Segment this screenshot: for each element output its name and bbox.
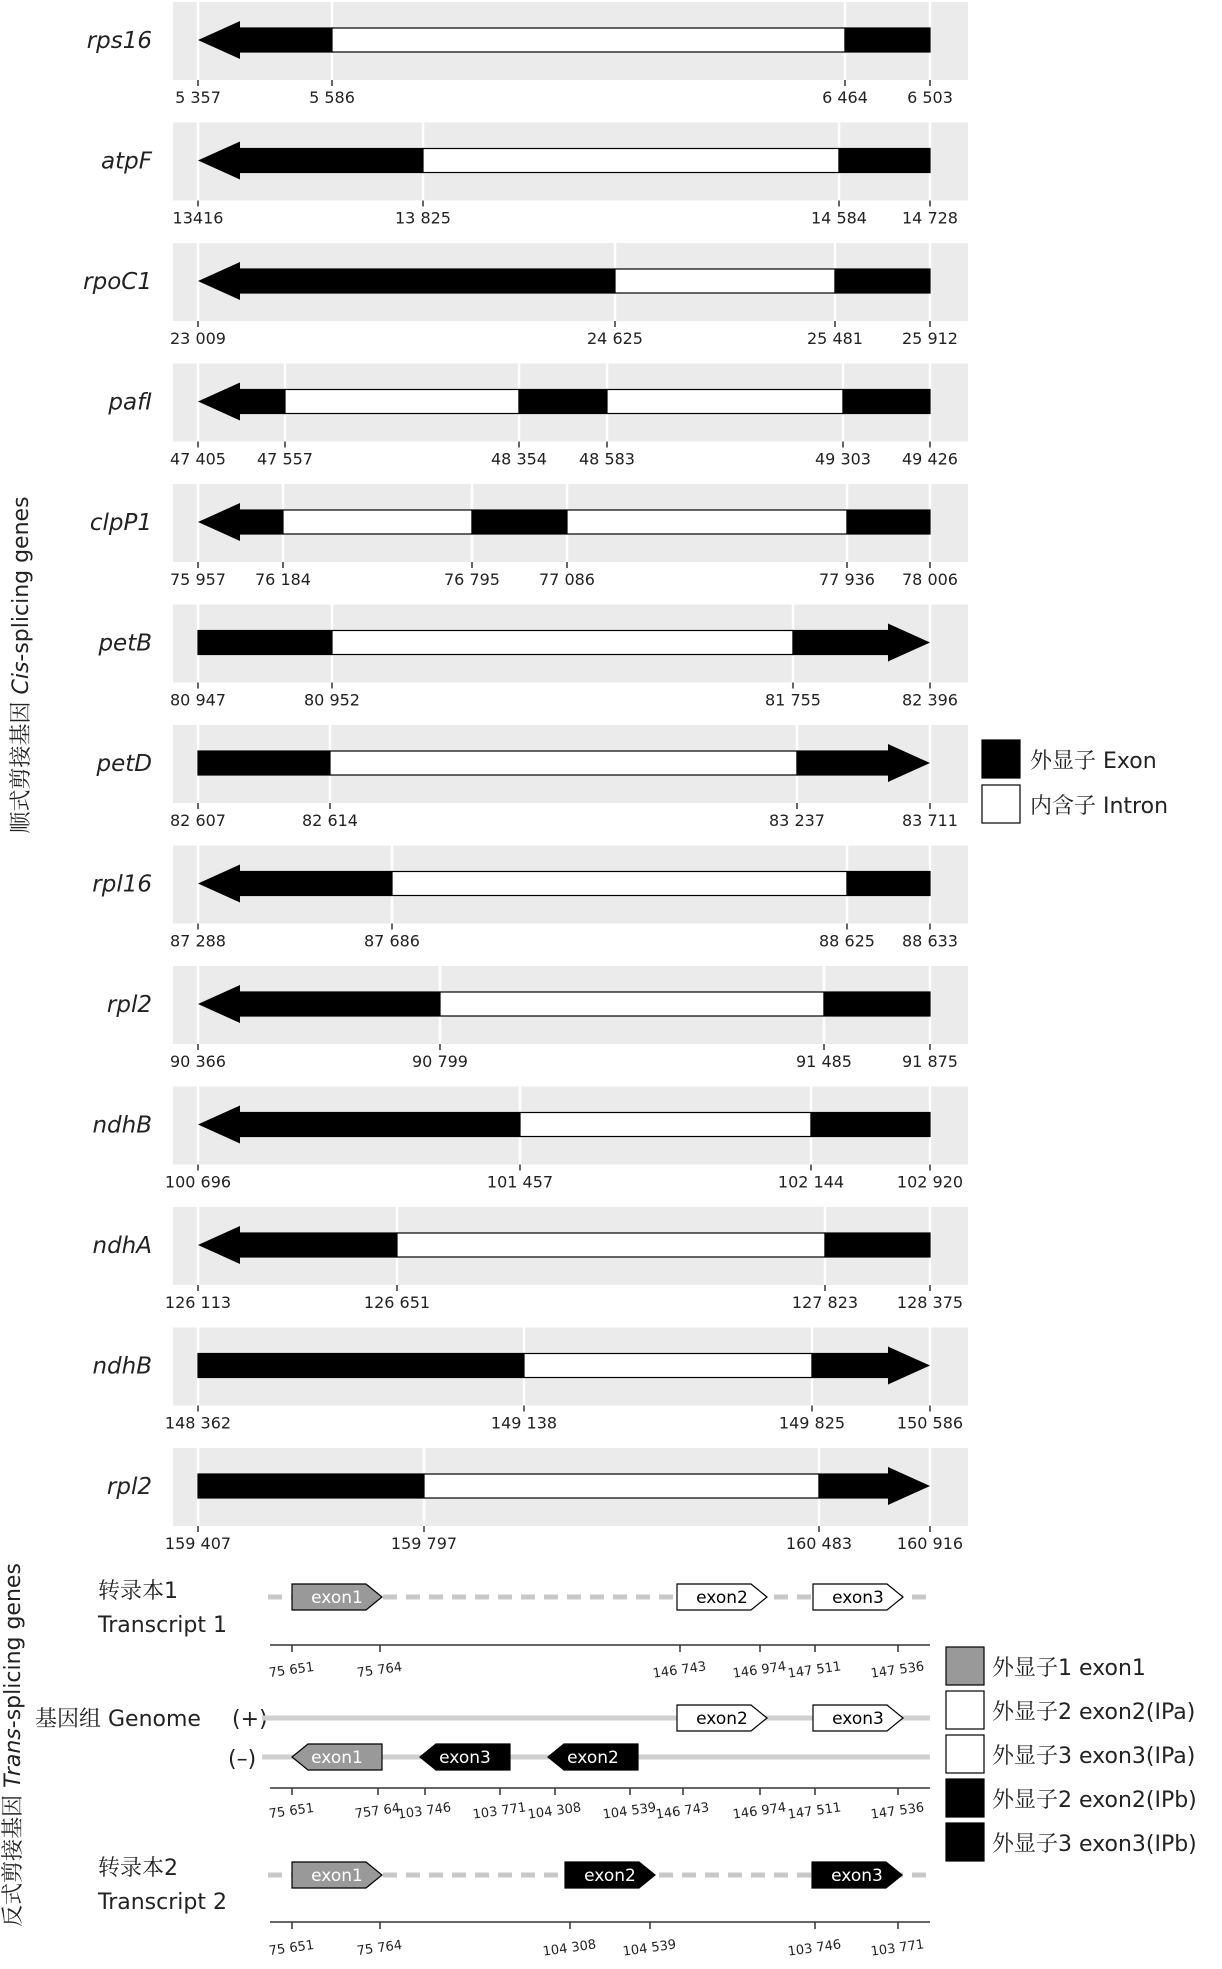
tick-label: 103 746	[786, 1937, 843, 1960]
exon-segment	[240, 28, 332, 52]
exon-segment	[240, 1233, 397, 1257]
legend-swatch	[982, 785, 1020, 823]
exon1-arrow	[292, 1744, 382, 1770]
gene-name: rps16	[86, 28, 152, 54]
exon-label: exon3	[831, 1866, 883, 1886]
cis-gene-row	[92, 846, 968, 951]
exon-segment	[797, 751, 888, 775]
tick-label: 77 086	[539, 570, 595, 589]
gene-name: petB	[98, 630, 152, 657]
legend-label: 外显子2 exon2(IPb)	[992, 1788, 1197, 1813]
exon-segment	[240, 872, 392, 896]
tick-label: 87 288	[170, 931, 226, 951]
tick-label: 49 303	[815, 449, 871, 469]
tick-label: 147 511	[786, 1659, 843, 1682]
intron-segment	[283, 510, 472, 534]
exon-label: exon3	[832, 1588, 884, 1608]
tick-label: 149 825	[778, 1413, 846, 1433]
tick-label: 78 006	[902, 570, 958, 589]
tick-label: 88 625	[819, 931, 875, 951]
intron-segment	[440, 992, 824, 1016]
cis-gene-row	[90, 484, 968, 589]
cis-gene-row	[107, 1448, 968, 1553]
intron-segment	[524, 1354, 812, 1378]
tick-label: 76 795	[444, 570, 500, 589]
tick-label: 23 009	[170, 329, 226, 348]
tick-label: 91 875	[902, 1052, 958, 1071]
intron-segment	[332, 631, 793, 655]
tick-label: 159 797	[390, 1534, 458, 1553]
gene-name: rpl2	[106, 992, 152, 1018]
exon-label: exon2	[696, 1709, 748, 1729]
tick-label: 77 936	[819, 570, 875, 589]
intron-segment	[520, 1113, 811, 1137]
tick-label: 80 947	[170, 690, 226, 710]
tick-label: 88 633	[902, 931, 958, 951]
legend-swatch	[946, 1691, 984, 1729]
legend-label: 外显子1 exon1	[992, 1656, 1146, 1681]
tick-label: 102 920	[896, 1172, 964, 1192]
transcript2-label-en: Transcript 2	[98, 1890, 227, 1915]
tick-label: 147 511	[786, 1800, 843, 1823]
exon-segment	[847, 872, 930, 896]
cis-gene-row	[107, 364, 968, 469]
exon3-arrow	[813, 1705, 903, 1731]
tick-label: 757 64	[353, 1800, 402, 1823]
tick-label: 160 483	[785, 1534, 853, 1553]
intron-segment	[615, 269, 835, 293]
tick-label: 75 957	[170, 570, 226, 589]
exon-segment	[198, 751, 330, 775]
intron-segment	[392, 872, 847, 896]
tick-label: 83 237	[769, 811, 825, 830]
tick-label: 127 823	[791, 1293, 859, 1312]
tick-label: 48 354	[491, 449, 547, 469]
tick-label: 90 366	[170, 1052, 226, 1071]
tick-label: 100 696	[164, 1172, 232, 1192]
tick-label: 83 711	[902, 811, 958, 830]
legend-swatch	[946, 1735, 984, 1773]
exon3-arrow	[813, 1584, 903, 1610]
transcript2-label-cn: 转录本2	[98, 1856, 178, 1881]
cis-gene-row	[87, 2, 968, 107]
tick-label: 75 764	[355, 1659, 404, 1682]
tick-label: 47 557	[257, 449, 313, 469]
tick-label: 14 728	[902, 208, 958, 228]
intron-segment	[424, 1474, 819, 1498]
exon-segment	[198, 1354, 524, 1378]
tick-label: 75 764	[355, 1937, 404, 1960]
tick-label: 13416	[172, 208, 224, 228]
exon2-arrow	[548, 1744, 638, 1770]
exon-segment	[835, 269, 930, 293]
genome-label: 基因组 Genome	[35, 1707, 201, 1732]
exon-label: exon2	[567, 1748, 619, 1768]
legend-label: 内含子 Intron	[1030, 794, 1169, 819]
exon-label: exon1	[311, 1748, 363, 1768]
exon-segment	[793, 631, 888, 655]
exon-segment	[472, 510, 567, 534]
genome-plus-strand: (+)	[232, 1707, 268, 1732]
cis-gene-row	[93, 1207, 969, 1312]
exon-label: exon2	[584, 1866, 636, 1886]
tick-label: 24 625	[587, 329, 643, 348]
gene-name: rpl16	[92, 871, 152, 898]
gene-name: atpF	[101, 148, 152, 175]
tick-label: 80 952	[304, 690, 360, 710]
exon2-arrow	[565, 1862, 655, 1888]
exon-segment	[240, 992, 440, 1016]
tick-label: 75 651	[267, 1659, 316, 1682]
tick-label: 75 651	[267, 1937, 316, 1960]
exon3-arrow	[420, 1744, 510, 1770]
intron-segment	[607, 390, 843, 414]
legend-swatch	[982, 740, 1020, 778]
legend-swatch	[946, 1779, 984, 1817]
tick-label: 6 464	[822, 88, 868, 107]
intron-segment	[330, 751, 797, 775]
tick-label: 147 536	[869, 1659, 926, 1682]
gene-name: rpl2	[106, 1474, 152, 1500]
tick-label: 159 407	[164, 1534, 232, 1553]
gene-name: ndhA	[92, 1233, 152, 1259]
tick-label: 146 743	[651, 1659, 708, 1682]
transcript1-label-cn: 转录本1	[98, 1579, 178, 1604]
exon-segment	[198, 1474, 424, 1498]
tick-label: 146 974	[731, 1659, 788, 1682]
tick-label: 147 536	[869, 1800, 926, 1823]
tick-label: 14 584	[811, 208, 867, 228]
tick-label: 146 743	[654, 1800, 711, 1823]
intron-segment	[423, 149, 839, 173]
exon-segment	[843, 390, 930, 414]
tick-label: 91 485	[796, 1052, 852, 1071]
cis-gene-row	[83, 243, 968, 348]
tick-label: 25 481	[807, 329, 863, 348]
exon3-arrow	[812, 1862, 902, 1888]
exon-segment	[839, 149, 930, 173]
tick-label: 5 357	[175, 88, 221, 107]
cis-section-label: 顺式剪接基因 Cis-splicing genes	[9, 496, 34, 834]
tick-label: 146 974	[731, 1800, 788, 1823]
exon-segment	[240, 269, 615, 293]
tick-label: 82 396	[902, 690, 958, 710]
tick-label: 82 614	[302, 811, 358, 830]
exon2-arrow	[677, 1705, 767, 1731]
tick-label: 104 539	[601, 1800, 658, 1823]
tick-label: 49 426	[902, 449, 958, 469]
tick-label: 126 113	[164, 1293, 232, 1312]
genome-minus-strand: (–)	[228, 1747, 257, 1772]
exon-segment	[845, 28, 930, 52]
tick-label: 13 825	[395, 208, 451, 228]
exon2-arrow	[677, 1584, 767, 1610]
tick-label: 47 405	[170, 449, 226, 469]
gene-name: rpoC1	[83, 269, 152, 295]
legend-label: 外显子2 exon2(IPa)	[992, 1700, 1196, 1725]
tick-label: 103 771	[869, 1937, 926, 1960]
trans-section-label: 反式剪接基因 Trans-splicing genes	[1, 1563, 26, 1927]
exon-label: exon2	[696, 1588, 748, 1608]
tick-label: 101 457	[486, 1172, 554, 1192]
exon-label: exon1	[311, 1588, 363, 1608]
cis-gene-row	[92, 1087, 968, 1192]
legend-label: 外显子 Exon	[1030, 749, 1157, 774]
tick-label: 81 755	[765, 690, 821, 710]
intron-segment	[567, 510, 847, 534]
cis-gene-row	[101, 123, 968, 228]
exon-segment	[240, 1113, 520, 1137]
exon-segment	[824, 992, 930, 1016]
intron-segment	[285, 390, 519, 414]
exon-segment	[240, 149, 423, 173]
intron-segment	[397, 1233, 825, 1257]
exon-segment	[519, 390, 607, 414]
tick-label: 76 184	[255, 570, 311, 589]
exon-segment	[825, 1233, 930, 1257]
tick-label: 104 308	[541, 1937, 598, 1960]
tick-label: 5 586	[309, 88, 355, 107]
exon-segment	[819, 1474, 888, 1498]
tick-label: 103 746	[396, 1800, 453, 1823]
tick-label: 82 607	[170, 811, 226, 830]
transcript1-label-en: Transcript 1	[98, 1613, 227, 1638]
tick-label: 126 651	[363, 1293, 431, 1312]
tick-label: 6 503	[907, 88, 953, 107]
tick-label: 104 539	[621, 1937, 678, 1960]
tick-label: 90 799	[412, 1052, 468, 1071]
gene-name: petD	[96, 751, 152, 777]
cis-gene-row	[107, 966, 968, 1071]
tick-label: 104 308	[526, 1800, 583, 1823]
tick-label: 128 375	[896, 1293, 964, 1312]
exon-segment	[240, 390, 285, 414]
tick-label: 148 362	[164, 1413, 232, 1433]
exon-segment	[811, 1113, 930, 1137]
exon-segment	[198, 631, 332, 655]
exon-segment	[847, 510, 930, 534]
tick-label: 103 771	[471, 1800, 528, 1823]
cis-gene-row	[97, 605, 968, 710]
exon1-arrow	[292, 1862, 382, 1888]
exon-segment	[812, 1354, 888, 1378]
gene-name: ndhB	[92, 1353, 152, 1380]
tick-label: 150 586	[896, 1413, 964, 1433]
exon-label: exon3	[832, 1709, 884, 1729]
tick-label: 87 686	[364, 931, 420, 951]
exon-segment	[240, 510, 283, 534]
cis-gene-row	[96, 725, 968, 830]
tick-label: 25 912	[902, 329, 958, 348]
legend-swatch	[946, 1823, 984, 1861]
gene-name: ndhB	[92, 1112, 152, 1139]
tick-label: 48 583	[579, 449, 635, 469]
tick-label: 160 916	[896, 1534, 964, 1553]
legend-label: 外显子3 exon3(IPb)	[992, 1832, 1197, 1857]
cis-gene-row	[92, 1328, 968, 1433]
intron-segment	[332, 28, 845, 52]
legend-label: 外显子3 exon3(IPa)	[992, 1744, 1196, 1769]
gene-name: clpP1	[89, 510, 152, 536]
tick-label: 149 138	[490, 1413, 558, 1433]
gene-name: pafI	[108, 389, 152, 416]
tick-label: 75 651	[267, 1800, 316, 1823]
exon1-arrow	[292, 1584, 382, 1610]
exon-label: exon3	[439, 1748, 491, 1768]
tick-label: 102 144	[777, 1172, 845, 1192]
exon-label: exon1	[311, 1866, 363, 1886]
legend-swatch	[946, 1647, 984, 1685]
